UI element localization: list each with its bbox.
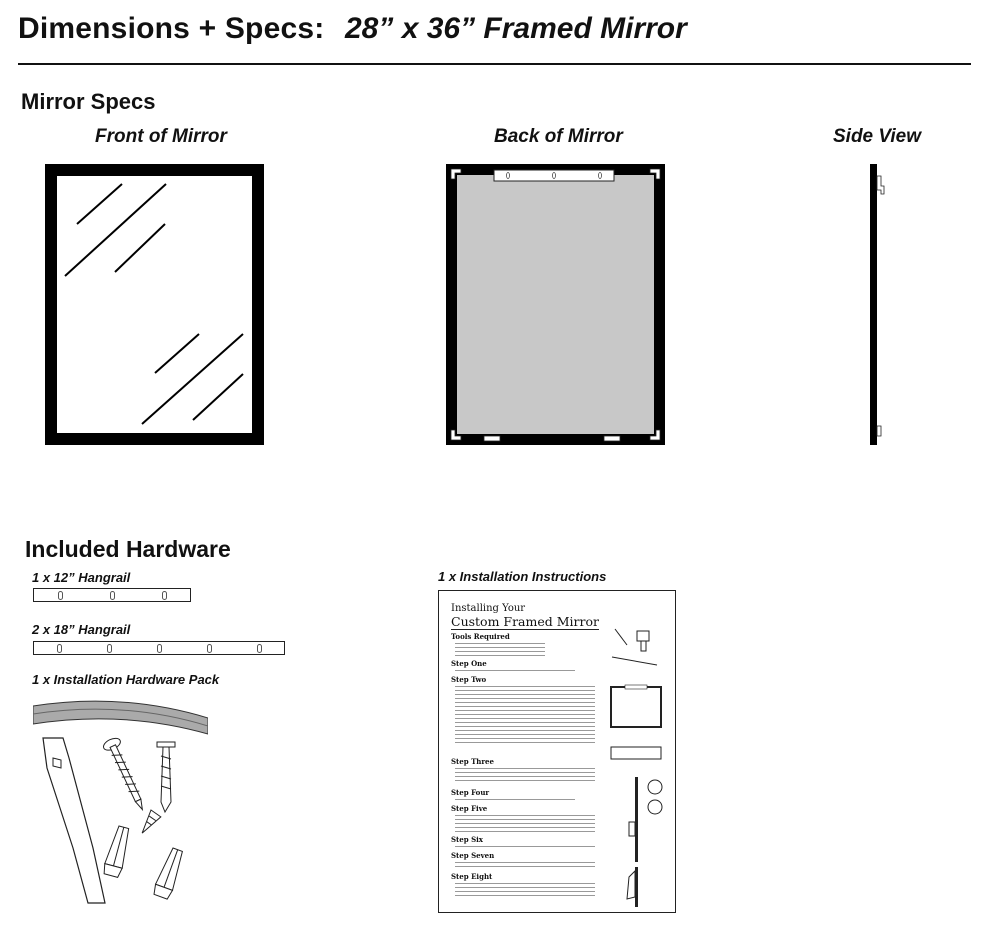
doc-step: Step Five: [451, 804, 488, 813]
doc-diagrams: [607, 627, 669, 907]
back-mirror-drawing: [446, 164, 665, 445]
doc-step: Tools Required: [451, 632, 510, 641]
header-divider: [18, 63, 971, 65]
doc-title-line1: Installing Your: [451, 603, 526, 614]
doc-step: Step Eight: [451, 872, 493, 881]
doc-step: Step Six: [451, 835, 483, 844]
hangrail-12-label: 1 x 12” Hangrail: [32, 570, 131, 585]
hangrail-12-drawing: [33, 588, 191, 602]
mirror-specs-heading: Mirror Specs: [21, 89, 156, 114]
instructions-document: [438, 590, 676, 913]
instructions-label: 1 x Installation Instructions: [438, 569, 607, 584]
hardware-pack-illustration: [33, 698, 208, 908]
doc-title-line2: Custom Framed Mirror: [451, 614, 599, 629]
doc-step: Step One: [451, 659, 487, 668]
doc-step: Step Two: [451, 675, 487, 684]
page-title: Dimensions + Specs:: [18, 12, 325, 45]
product-subtitle: 28” x 36” Framed Mirror: [345, 12, 687, 45]
front-of-mirror-label: Front of Mirror: [95, 126, 227, 147]
doc-step: Step Four: [451, 788, 490, 797]
side-view-drawing: [866, 164, 890, 445]
side-view-label: Side View: [833, 126, 921, 147]
hardware-pack-label: 1 x Installation Hardware Pack: [32, 672, 220, 687]
back-of-mirror-label: Back of Mirror: [494, 126, 623, 147]
front-mirror-drawing: [45, 164, 264, 445]
hangrail-18-drawing: [33, 641, 285, 655]
hangrail-18-label: 2 x 18” Hangrail: [32, 622, 131, 637]
doc-step: Step Three: [451, 757, 494, 766]
included-hardware-heading: Included Hardware: [25, 536, 231, 562]
doc-step: Step Seven: [451, 851, 495, 860]
